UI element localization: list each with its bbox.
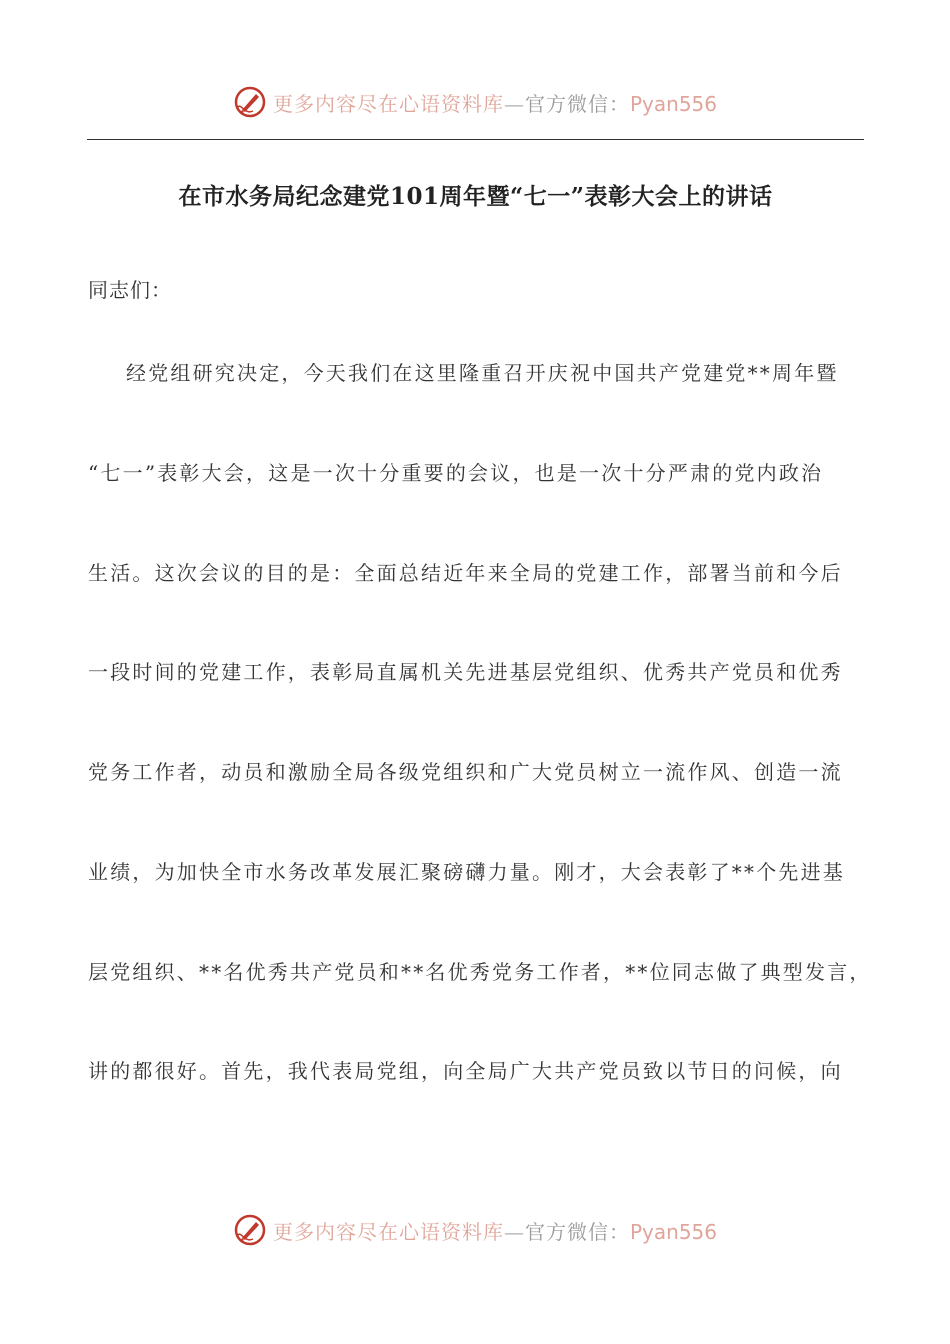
body-line: “七一”表彰大会，这是一次十分重要的会议，也是一次十分严肃的党内政治 <box>88 461 824 485</box>
body-line: 经党组研究决定，今天我们在这里隆重召开庆祝中国共产党建党**周年暨 <box>126 361 839 385</box>
body-line: 党务工作者，动员和激励全局各级党组织和广大党员树立一流作风、创造一流 <box>88 760 843 784</box>
banner-wechat-id: Pyan556 <box>629 1219 717 1244</box>
salutation: 同志们： <box>88 278 172 302</box>
banner-sub-text: 官方微信： <box>524 91 630 116</box>
footer-banner-text <box>273 1216 717 1245</box>
document-title: 在市水务局纪念建党101周年暨“七一”表彰大会上的讲话 <box>178 183 773 210</box>
pen-logo-icon <box>233 1213 267 1247</box>
header-banner-text <box>273 88 717 117</box>
footer-banner <box>0 1210 950 1250</box>
banner-main-text: 更多内容尽在心语资料库 <box>272 91 504 116</box>
banner-wechat-id: Pyan556 <box>629 91 717 116</box>
body-line: 层党组织、**名优秀共产党员和**名优秀党务工作者，**位同志做了典型发言， <box>88 960 872 984</box>
banner-sub-text: 官方微信： <box>524 1219 630 1244</box>
header-banner <box>0 82 950 122</box>
banner-dash: — <box>503 91 525 116</box>
header-rule <box>87 139 864 140</box>
pen-logo-icon <box>233 85 267 119</box>
banner-dash: — <box>503 1219 525 1244</box>
body-line: 生活。这次会议的目的是：全面总结近年来全局的党建工作，部署当前和今后 <box>88 561 843 585</box>
banner-main-text: 更多内容尽在心语资料库 <box>272 1219 504 1244</box>
body-line: 业绩，为加快全市水务改革发展汇聚磅礴力量。刚才，大会表彰了**个先进基 <box>88 860 845 884</box>
body-line: 一段时间的党建工作，表彰局直属机关先进基层党组织、优秀共产党员和优秀 <box>88 660 843 684</box>
body-line: 讲的都很好。首先，我代表局党组，向全局广大共产党员致以节日的问候，向 <box>88 1059 843 1083</box>
